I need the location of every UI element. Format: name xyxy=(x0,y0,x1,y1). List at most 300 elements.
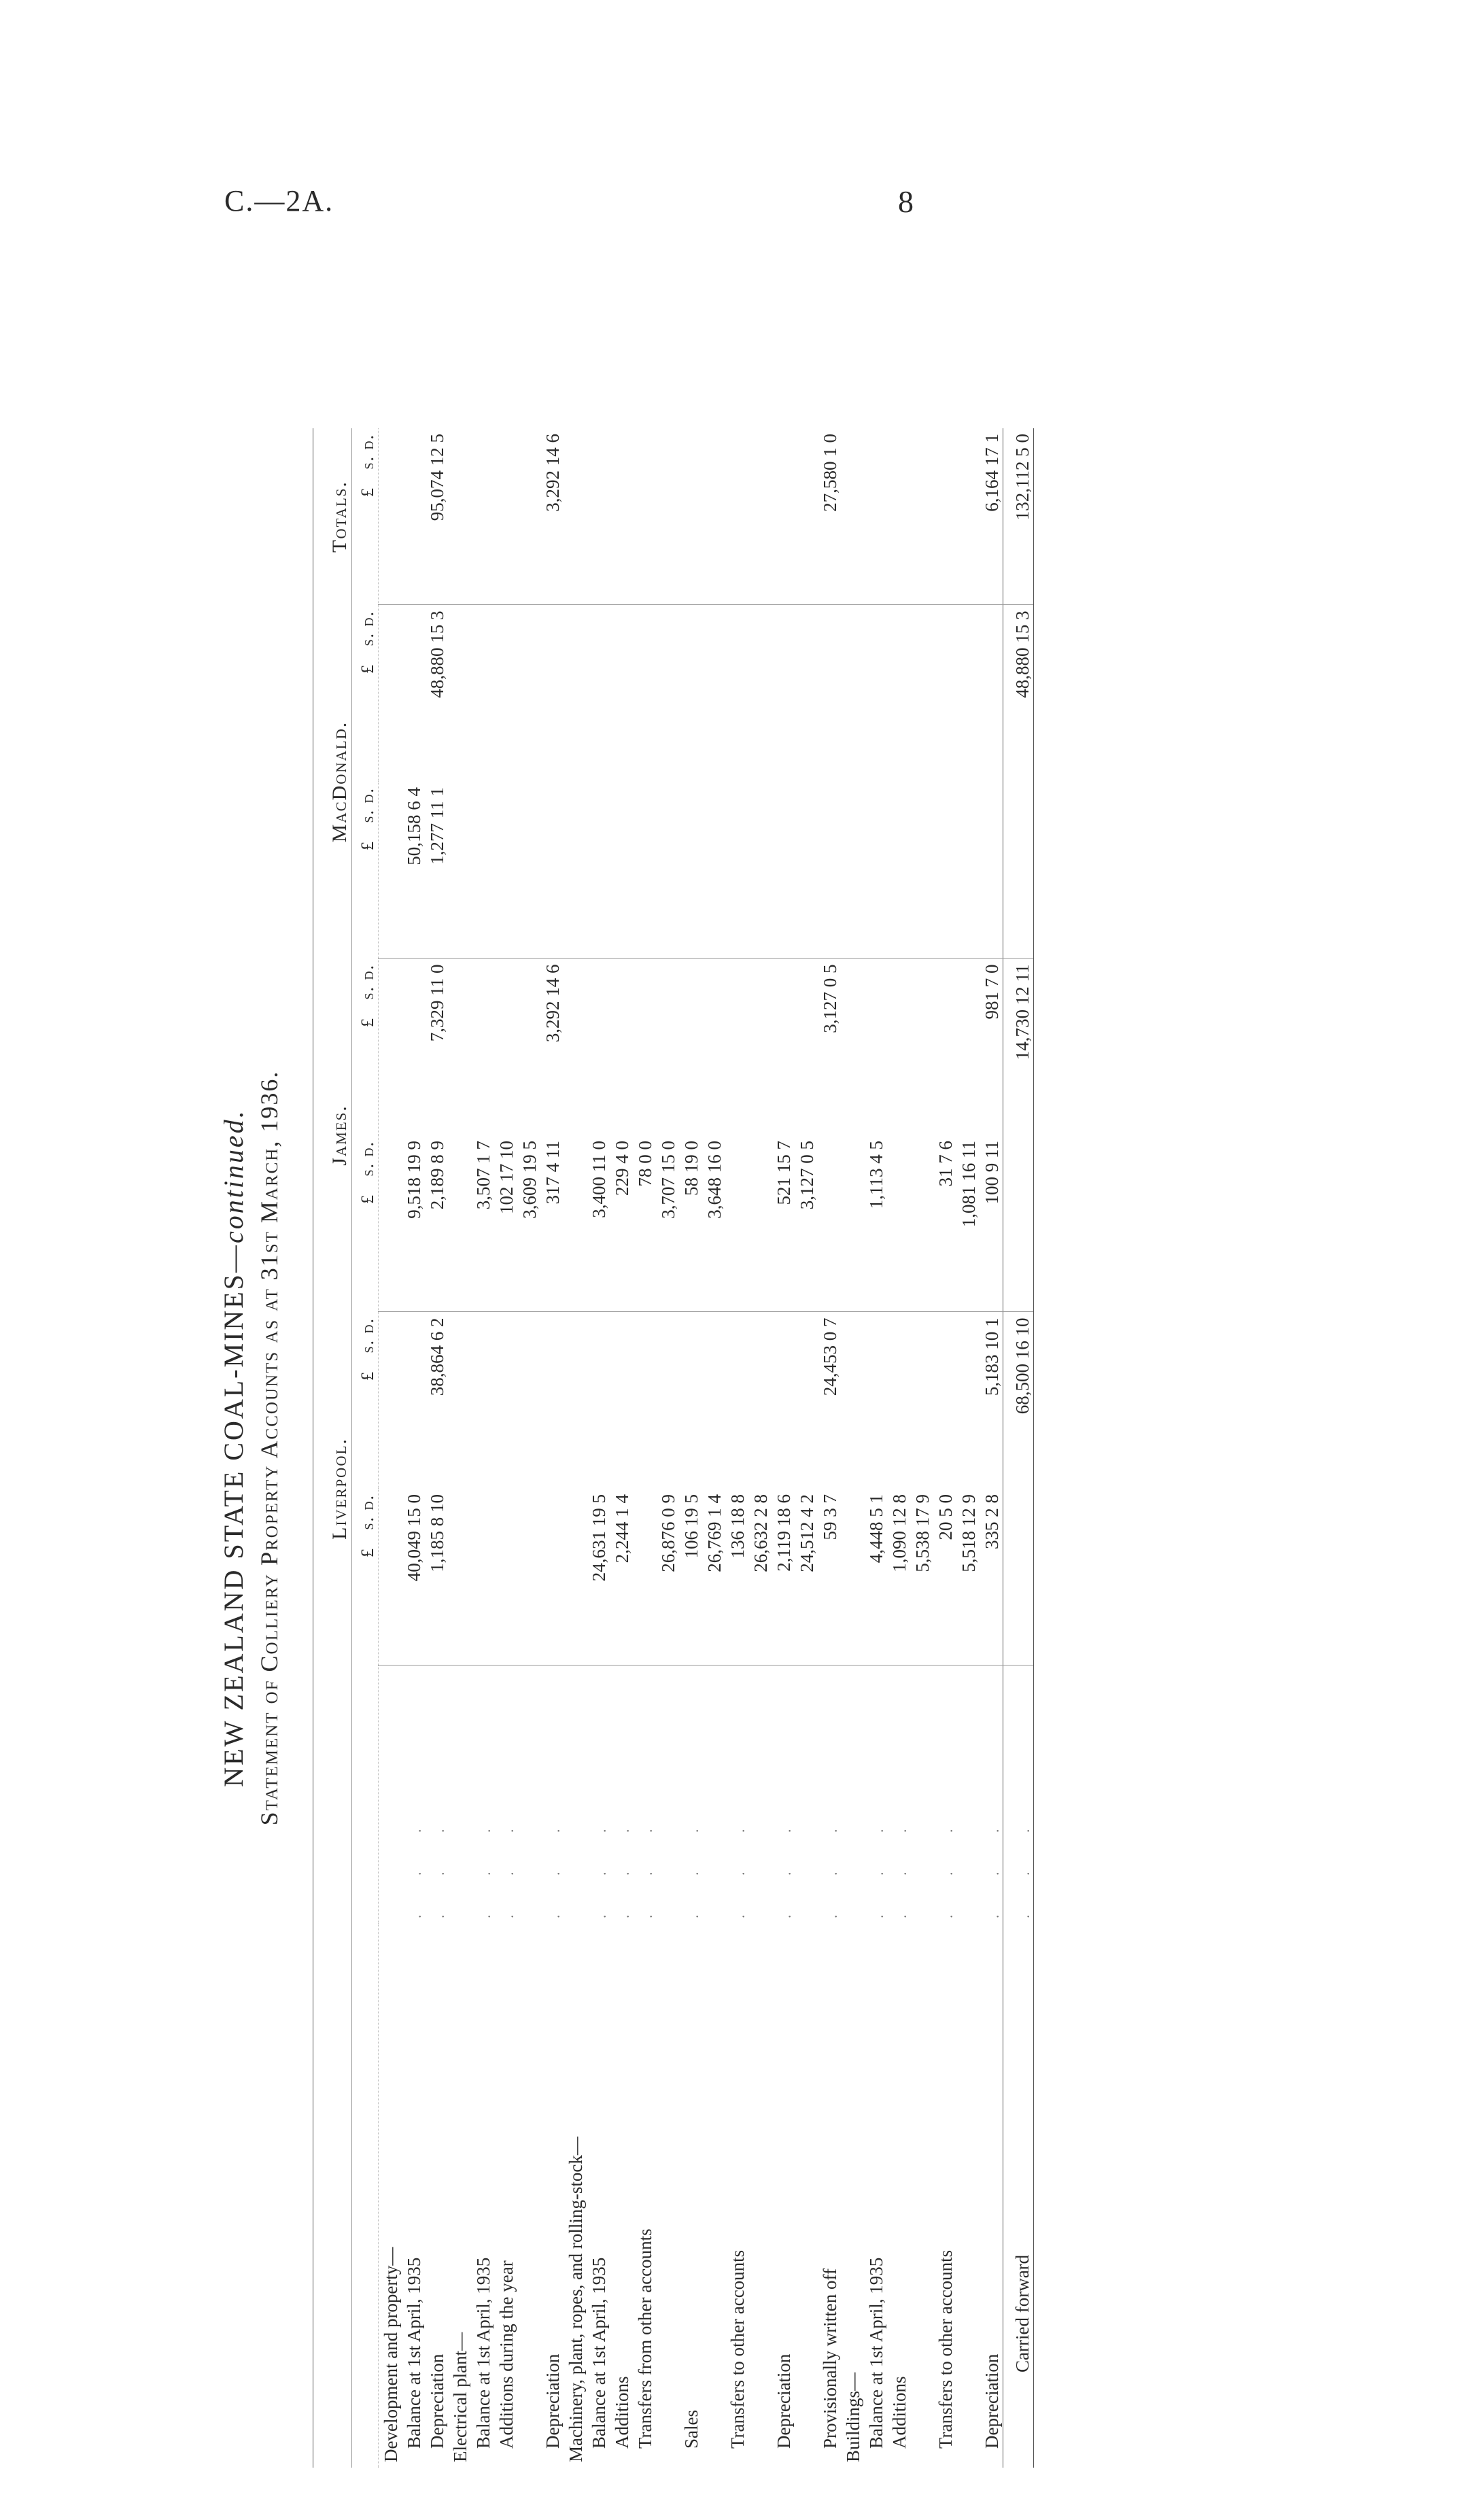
cell-liv-a: 106 19 5 xyxy=(679,1489,702,1665)
cell-mac-a xyxy=(887,782,910,959)
cell-mac-a xyxy=(517,782,540,959)
header-totals: Totals. xyxy=(313,428,352,605)
table-row xyxy=(910,428,933,2468)
cell-empty xyxy=(1003,782,1034,959)
row-label: Transfers from other accounts xyxy=(635,2228,655,2449)
leader-dots: . . . xyxy=(407,1811,424,1918)
cell-jam-b: 3,127 0 5 xyxy=(820,964,840,1033)
cell-mac-b xyxy=(448,605,471,782)
row-label: Balance at 1st April, 1935 xyxy=(866,2257,886,2449)
row-label: Depreciation xyxy=(774,2353,794,2449)
title-sub: Statement of Colliery Property Accounts as at 31st March, 1936. xyxy=(256,1070,283,1826)
cell-jam-a: 1,081 16 11 xyxy=(956,1135,980,1312)
unit-pence: d. xyxy=(358,787,377,804)
cell-tot xyxy=(956,428,980,605)
cell-mac-a xyxy=(818,782,841,959)
row-label xyxy=(956,1924,980,2468)
cell-jam-b xyxy=(587,959,610,1135)
unit-shilling: s. xyxy=(358,632,377,646)
table-row xyxy=(956,428,980,2468)
cell-jam-a: 102 17 10 xyxy=(494,1135,517,1312)
leader-dots: . . . xyxy=(638,1811,655,1918)
cell-liv-b xyxy=(956,1312,980,1489)
cell-mac-a xyxy=(448,782,471,959)
cell-mac-b xyxy=(702,605,725,782)
carried-total: 132,112 5 0 xyxy=(1003,428,1034,605)
row-label: Buildings— xyxy=(843,2372,863,2462)
cell-mac-a xyxy=(540,782,564,959)
table-row xyxy=(795,428,818,2468)
carried-forward-row xyxy=(1003,428,1034,2468)
cell-liv-b: 38,864 6 2 xyxy=(427,1317,447,1396)
cell-jam-a xyxy=(887,1135,910,1312)
row-label xyxy=(656,1924,679,2468)
cell-jam-b xyxy=(725,959,748,1135)
unit-pence: d. xyxy=(358,964,377,980)
row-label: Balance at 1st April, 1935 xyxy=(589,2257,609,2449)
cell-mac-a: 50,158 6 4 xyxy=(402,782,425,959)
carried-forward-label: Carried forward xyxy=(1003,1924,1034,2468)
table-row xyxy=(656,428,679,2468)
cell-jam-b xyxy=(564,959,587,1135)
unit-pence: d. xyxy=(358,610,377,627)
row-label: Balance at 1st April, 1935 xyxy=(473,2257,494,2449)
cell-tot xyxy=(587,428,610,605)
table-row xyxy=(494,428,517,2468)
unit-pence: d. xyxy=(358,1317,377,1334)
leader-dots: . . . xyxy=(1003,1665,1034,1924)
cell-mac-b xyxy=(656,605,679,782)
cell-mac-b xyxy=(956,605,980,782)
cell-liv-a xyxy=(540,1489,564,1665)
leader-dots xyxy=(656,1665,679,1924)
cell-mac-a xyxy=(910,782,933,959)
leader-dots: . . . xyxy=(893,1811,910,1918)
cell-empty xyxy=(1003,1489,1034,1665)
cell-mac-a xyxy=(933,782,956,959)
unit-shilling: s. xyxy=(358,986,377,1000)
row-label: Development and property— xyxy=(381,2247,401,2462)
cell-tot xyxy=(564,428,587,605)
leader-dots xyxy=(702,1665,725,1924)
table-row xyxy=(980,428,1003,2468)
cell-jam-b xyxy=(702,959,725,1135)
leader-dots: . . . xyxy=(731,1811,748,1918)
cell-jam-b xyxy=(933,959,956,1135)
cell-liv-b xyxy=(795,1312,818,1489)
leader-dots xyxy=(956,1665,980,1924)
cell-liv-b xyxy=(679,1312,702,1489)
cell-mac-b xyxy=(887,605,910,782)
header-liverpool: Liverpool. xyxy=(313,1312,352,1665)
leader-dots: . . . xyxy=(546,1811,563,1918)
cell-liv-b xyxy=(748,1312,772,1489)
table-row xyxy=(887,428,910,2468)
cell-jam-b xyxy=(910,959,933,1135)
cell-mac-b xyxy=(933,605,956,782)
unit-shilling: s. xyxy=(358,1162,377,1177)
carried-macdonald: 48,880 15 3 xyxy=(1003,605,1034,782)
cell-mac-b xyxy=(494,605,517,782)
cell-mac-a xyxy=(864,782,887,959)
leader-dots: . . . xyxy=(685,1811,702,1918)
cell-mac-b xyxy=(517,605,540,782)
cell-tot xyxy=(379,428,402,605)
cell-mac-b xyxy=(725,605,748,782)
cell-mac-a xyxy=(725,782,748,959)
cell-liv-a: 40,049 15 0 xyxy=(402,1489,425,1665)
rotated-statement xyxy=(218,428,1251,2468)
cell-jam-b xyxy=(610,959,633,1135)
cell-mac-b xyxy=(748,605,772,782)
cell-liv-b xyxy=(772,1312,795,1489)
cell-jam-b xyxy=(471,959,494,1135)
cell-liv-a: 1,185 8 10 xyxy=(425,1489,448,1665)
row-label xyxy=(702,1924,725,2468)
row-label: Balance at 1st April, 1935 xyxy=(404,2257,424,2449)
row-label: Depreciation xyxy=(982,2353,1002,2449)
cell-mac-b xyxy=(772,605,795,782)
cell-mac-a xyxy=(587,782,610,959)
page-number: 8 xyxy=(898,184,914,219)
cell-liv-b xyxy=(864,1312,887,1489)
cell-mac-b xyxy=(610,605,633,782)
cell-jam-a: 229 4 0 xyxy=(610,1135,633,1312)
cell-tot xyxy=(679,428,702,605)
cell-jam-b xyxy=(679,959,702,1135)
carried-liverpool: 68,500 16 10 xyxy=(1003,1312,1034,1489)
cell-tot xyxy=(933,428,956,605)
row-label xyxy=(517,1924,540,2468)
unit-header-row xyxy=(352,428,379,2468)
cell-jam-a xyxy=(448,1135,471,1312)
cell-tot xyxy=(864,428,887,605)
cell-jam-a xyxy=(841,1135,864,1312)
cell-liv-b xyxy=(702,1312,725,1489)
cell-mac-b xyxy=(679,605,702,782)
cell-jam-a xyxy=(564,1135,587,1312)
table-row xyxy=(564,428,587,2468)
leader-dots xyxy=(910,1665,933,1924)
row-label xyxy=(795,1924,818,2468)
cell-jam-a: 1,113 4 5 xyxy=(864,1135,887,1312)
leader-dots: . . . xyxy=(592,1811,609,1918)
property-accounts-table xyxy=(313,428,1034,2468)
cell-liv-b xyxy=(656,1312,679,1489)
cell-mac-a xyxy=(772,782,795,959)
cell-liv-b: 24,453 0 7 xyxy=(820,1317,840,1396)
cell-liv-a: 26,632 2 8 xyxy=(748,1489,772,1665)
cell-tot xyxy=(402,428,425,605)
table-row xyxy=(748,428,772,2468)
cell-mac-b xyxy=(471,605,494,782)
cell-tot xyxy=(656,428,679,605)
cell-liv-b xyxy=(379,1312,402,1489)
cell-liv-a: 20 5 0 xyxy=(933,1489,956,1665)
cell-mac-b xyxy=(564,605,587,782)
cell-jam-a: 58 19 0 xyxy=(679,1135,702,1312)
cell-liv-b xyxy=(587,1312,610,1489)
cell-tot xyxy=(841,428,864,605)
cell-jam-b xyxy=(864,959,887,1135)
cell-liv-b: 5,183 10 1 xyxy=(982,1317,1002,1396)
cell-mac-a xyxy=(795,782,818,959)
cell-tot xyxy=(772,428,795,605)
cell-tot xyxy=(610,428,633,605)
unit-pound: £ xyxy=(358,840,377,851)
table-row xyxy=(471,428,494,2468)
cell-jam-a: 3,507 1 7 xyxy=(471,1135,494,1312)
table-row xyxy=(933,428,956,2468)
cell-empty xyxy=(1003,1135,1034,1312)
cell-jam-a: 521 15 7 xyxy=(772,1135,795,1312)
unit-pence: d. xyxy=(358,1141,377,1157)
table-row xyxy=(587,428,610,2468)
cell-tot xyxy=(725,428,748,605)
cell-jam-a xyxy=(748,1135,772,1312)
cell-liv-a: 59 3 7 xyxy=(818,1489,841,1665)
cell-jam-b xyxy=(517,959,540,1135)
leader-dots: . . . xyxy=(823,1811,840,1918)
cell-mac-b xyxy=(795,605,818,782)
table-row xyxy=(633,428,656,2468)
cell-mac-a: 1,277 11 1 xyxy=(425,782,448,959)
cell-liv-b xyxy=(725,1312,748,1489)
leader-dots xyxy=(748,1665,772,1924)
leader-dots xyxy=(795,1665,818,1924)
title-continued: continued. xyxy=(218,1109,249,1244)
header-james: James. xyxy=(313,959,352,1312)
leader-dots: . . . xyxy=(615,1811,632,1918)
cell-mac-a xyxy=(841,782,864,959)
cell-jam-a: 3,127 0 5 xyxy=(795,1135,818,1312)
row-label: Sales xyxy=(681,2410,702,2449)
cell-mac-a xyxy=(564,782,587,959)
cell-mac-a xyxy=(610,782,633,959)
leader-dots: . . . xyxy=(777,1811,794,1918)
cell-jam-b xyxy=(633,959,656,1135)
cell-tot xyxy=(517,428,540,605)
unit-pound: £ xyxy=(358,663,377,674)
cell-jam-b xyxy=(841,959,864,1135)
page-reference: C.—2A. xyxy=(224,184,334,218)
cell-jam-a xyxy=(910,1135,933,1312)
cell-tot: 95,074 12 5 xyxy=(425,428,448,605)
cell-mac-b: 48,880 15 3 xyxy=(427,610,447,698)
leader-dots: . . . xyxy=(939,1811,956,1918)
cell-liv-a: 136 18 8 xyxy=(725,1489,748,1665)
statement-titles xyxy=(218,428,313,2468)
cell-tot xyxy=(471,428,494,605)
leader-dots xyxy=(379,1665,402,1924)
title-main xyxy=(218,428,249,2468)
leader-dots xyxy=(448,1665,471,1924)
table-row xyxy=(679,428,702,2468)
cell-jam-a xyxy=(725,1135,748,1312)
cell-jam-a: 2,189 8 9 xyxy=(425,1135,448,1312)
cell-tot xyxy=(887,428,910,605)
table-row xyxy=(702,428,725,2468)
cell-liv-a xyxy=(494,1489,517,1665)
cell-mac-b xyxy=(818,605,841,782)
cell-liv-b xyxy=(910,1312,933,1489)
table-row xyxy=(517,428,540,2468)
cell-tot: 27,580 1 0 xyxy=(818,428,841,605)
cell-liv-b xyxy=(633,1312,656,1489)
row-label: Transfers to other accounts xyxy=(935,2249,956,2449)
cell-liv-a: 5,518 12 9 xyxy=(956,1489,980,1665)
leader-dots: . . . xyxy=(500,1811,517,1918)
leader-dots: . . . xyxy=(985,1811,1002,1918)
cell-liv-a: 1,090 12 8 xyxy=(887,1489,910,1665)
carried-james: 14,730 12 11 xyxy=(1003,959,1034,1135)
cell-tot xyxy=(702,428,725,605)
cell-mac-b xyxy=(841,605,864,782)
cell-tot: 6,164 17 1 xyxy=(980,428,1003,605)
cell-liv-a: 2,244 1 4 xyxy=(610,1489,633,1665)
cell-liv-b xyxy=(471,1312,494,1489)
cell-tot xyxy=(448,428,471,605)
row-label: Provisionally written off xyxy=(820,2268,840,2449)
leader-dots: . . . xyxy=(869,1811,886,1918)
cell-mac-b xyxy=(379,605,402,782)
row-label: Electrical plant— xyxy=(450,2332,470,2462)
unit-pence: d. xyxy=(358,1494,377,1511)
cell-mac-b xyxy=(587,605,610,782)
cell-tot xyxy=(748,428,772,605)
cell-jam-a xyxy=(818,1135,841,1312)
cell-jam-b xyxy=(748,959,772,1135)
cell-mac-a xyxy=(980,782,1003,959)
cell-tot xyxy=(795,428,818,605)
cell-jam-b xyxy=(887,959,910,1135)
unit-shilling: s. xyxy=(358,1339,377,1353)
table-row xyxy=(725,428,748,2468)
table-row xyxy=(540,428,564,2468)
cell-jam-b xyxy=(772,959,795,1135)
cell-jam-a xyxy=(379,1135,402,1312)
cell-jam-a: 9,518 19 9 xyxy=(402,1135,425,1312)
table-row xyxy=(402,428,425,2468)
row-label: Additions xyxy=(889,2376,910,2449)
unit-shilling: s. xyxy=(358,809,377,823)
table-row xyxy=(425,428,448,2468)
cell-mac-b xyxy=(540,605,564,782)
cell-mac-a xyxy=(702,782,725,959)
table-row xyxy=(818,428,841,2468)
cell-liv-b xyxy=(887,1312,910,1489)
table-row xyxy=(448,428,471,2468)
cell-mac-b xyxy=(633,605,656,782)
cell-jam-b xyxy=(494,959,517,1135)
cell-mac-b xyxy=(980,605,1003,782)
cell-tot: 3,292 14 6 xyxy=(540,428,564,605)
cell-liv-a xyxy=(471,1489,494,1665)
header-blank xyxy=(313,1665,352,2468)
cell-jam-a: 3,400 11 0 xyxy=(587,1135,610,1312)
leader-dots xyxy=(517,1665,540,1924)
cell-jam-b xyxy=(656,959,679,1135)
cell-liv-b xyxy=(402,1312,425,1489)
row-label: Machinery, plant, ropes, and rolling-stock— xyxy=(566,2137,586,2462)
cell-liv-a: 335 2 8 xyxy=(980,1489,1003,1665)
cell-liv-a: 24,512 4 2 xyxy=(795,1489,818,1665)
leader-dots xyxy=(564,1665,587,1924)
row-label xyxy=(910,1924,933,2468)
cell-jam-b: 7,329 11 0 xyxy=(427,964,447,1042)
cell-liv-b xyxy=(610,1312,633,1489)
table-row xyxy=(610,428,633,2468)
cell-jam-b xyxy=(956,959,980,1135)
cell-jam-a: 3,648 16 0 xyxy=(702,1135,725,1312)
cell-mac-a xyxy=(656,782,679,959)
row-label: Additions during the year xyxy=(496,2260,517,2449)
leader-dots: . . . xyxy=(430,1811,447,1918)
cell-liv-a: 26,876 0 9 xyxy=(656,1489,679,1665)
table-body xyxy=(379,428,1003,2468)
unit-pound: £ xyxy=(358,1194,377,1205)
unit-shilling: s. xyxy=(358,1516,377,1530)
cell-liv-a xyxy=(448,1489,471,1665)
header-macdonald: MacDonald. xyxy=(313,605,352,959)
leader-dots: . . . xyxy=(477,1811,494,1918)
unit-pound: £ xyxy=(358,1370,377,1381)
cell-jam-b xyxy=(795,959,818,1135)
cell-mac-b xyxy=(402,605,425,782)
cell-mac-a xyxy=(633,782,656,959)
cell-jam-b xyxy=(379,959,402,1135)
cell-jam-b xyxy=(448,959,471,1135)
cell-liv-b xyxy=(540,1312,564,1489)
cell-tot xyxy=(910,428,933,605)
table-row xyxy=(864,428,887,2468)
leader-dots xyxy=(841,1665,864,1924)
row-label: Additions xyxy=(612,2376,632,2449)
unit-pound: £ xyxy=(358,1017,377,1028)
row-label: Transfers to other accounts xyxy=(727,2249,748,2449)
cell-tot xyxy=(633,428,656,605)
table-row xyxy=(379,428,402,2468)
cell-mac-a xyxy=(471,782,494,959)
cell-jam-a: 31 7 6 xyxy=(933,1135,956,1312)
cell-liv-a xyxy=(564,1489,587,1665)
cell-liv-a: 5,538 17 9 xyxy=(910,1489,933,1665)
cell-mac-b xyxy=(864,605,887,782)
cell-jam-b xyxy=(402,959,425,1135)
row-label: Depreciation xyxy=(427,2353,447,2449)
cell-mac-b xyxy=(910,605,933,782)
unit-shilling: s. xyxy=(358,455,377,470)
cell-jam-a: 3,707 15 0 xyxy=(656,1135,679,1312)
cell-jam-a: 78 0 0 xyxy=(633,1135,656,1312)
table-row xyxy=(772,428,795,2468)
cell-jam-b: 981 7 0 xyxy=(982,964,1002,1020)
cell-mac-a xyxy=(748,782,772,959)
cell-mac-a xyxy=(956,782,980,959)
cell-liv-a: 24,631 19 5 xyxy=(587,1489,610,1665)
cell-liv-a: 26,769 1 4 xyxy=(702,1489,725,1665)
title-main-text: NEW ZEALAND STATE COAL-MINES— xyxy=(218,1243,249,1787)
cell-mac-a xyxy=(494,782,517,959)
cell-liv-a: 2,119 18 6 xyxy=(772,1489,795,1665)
cell-liv-b xyxy=(841,1312,864,1489)
cell-liv-a xyxy=(517,1489,540,1665)
cell-liv-a: 4,448 5 1 xyxy=(864,1489,887,1665)
unit-pence: d. xyxy=(358,433,377,450)
row-label xyxy=(748,1924,772,2468)
cell-mac-a xyxy=(379,782,402,959)
cell-liv-b xyxy=(564,1312,587,1489)
